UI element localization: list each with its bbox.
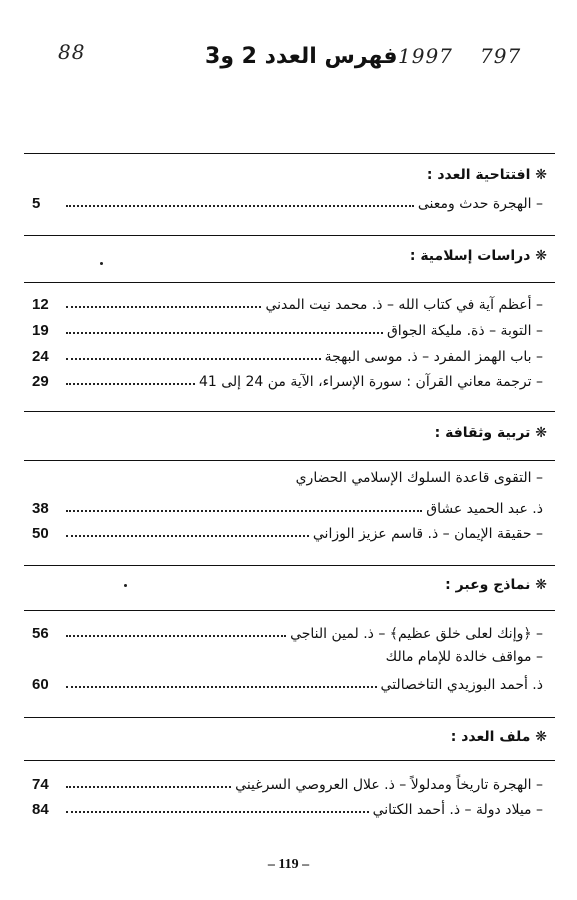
dot-leader — [66, 811, 369, 813]
section-divider — [24, 610, 555, 611]
toc-entry — [32, 317, 543, 339]
section-heading: ❋ نماذج وعبر : — [445, 577, 547, 593]
dot-leader — [66, 205, 414, 207]
section-divider — [24, 460, 555, 461]
entry-page: 50 — [32, 525, 49, 542]
entry-page: 29 — [32, 373, 49, 390]
entry-page: 19 — [32, 322, 49, 339]
toc-entry-text: – التقوى قاعدة السلوك الإسلامي الحضاري — [295, 470, 543, 486]
entry-text: – ميلاد دولة – ذ. أحمد الكتاني — [372, 802, 543, 818]
dot-leader — [66, 786, 231, 788]
dot-leader — [66, 635, 286, 637]
section-heading: ❋ تربية وثقافة : — [434, 425, 547, 441]
entry-page: 38 — [32, 500, 49, 517]
dot-leader — [66, 383, 195, 385]
print-speck — [100, 262, 103, 265]
toc-entry — [32, 368, 543, 390]
entry-text: – حقيقة الإيمان – ذ. قاسم عزيز الوزاني — [312, 526, 543, 542]
toc-entry — [32, 620, 543, 642]
entry-page: 84 — [32, 801, 49, 818]
entry-page: 12 — [32, 296, 49, 313]
section-divider — [24, 282, 555, 283]
section-heading: ❋ افتتاحية العدد : — [426, 167, 547, 183]
toc-entry — [32, 671, 543, 693]
page-title: فهرس العدد 2 و3 — [205, 44, 398, 69]
entry-page: 74 — [32, 776, 49, 793]
section-divider — [24, 760, 555, 761]
section-divider — [24, 717, 555, 718]
entry-text: – الهجرة تاريخاً ومدلولاً – ذ. علال العروصي السرغيني — [235, 777, 543, 793]
page-number: – 119 – — [267, 857, 310, 872]
dot-leader — [66, 535, 309, 537]
entry-text: – الهجرة حدث ومعنى — [417, 196, 543, 212]
entry-text: – التوبة – ذة. مليكة الجواق — [386, 323, 543, 339]
entry-page: 24 — [32, 348, 49, 365]
entry-text: – أعظم آية في كتاب الله – ذ. محمد نيت المدني — [265, 297, 543, 313]
toc-entry — [32, 291, 543, 313]
entry-text: ذ. أحمد البوزيدي التاخصالتي — [380, 677, 543, 693]
entry-text: – ﴿وإنك لعلى خلق عظيم﴾ – ذ. لمين الناجي — [290, 626, 543, 642]
section-divider — [24, 411, 555, 412]
section-heading: ❋ ملف العدد : — [450, 729, 547, 745]
entry-text: ذ. عبد الحميد عشاق — [426, 501, 543, 517]
dot-leader — [66, 510, 422, 512]
dot-leader — [66, 306, 261, 308]
toc-entry — [32, 343, 543, 365]
entry-text: – ترجمة معاني القرآن : سورة الإسراء، الآية من 24 إلى 41 — [198, 374, 543, 390]
handwritten-number: 797 — [480, 44, 522, 68]
section-divider — [24, 565, 555, 566]
section-heading: ❋ دراسات إسلامية : — [409, 248, 547, 264]
handwritten-page-ref: 88 — [58, 40, 86, 64]
dot-leader — [66, 332, 383, 334]
section-divider — [24, 235, 555, 236]
toc-entry — [32, 771, 543, 793]
entry-page: 60 — [32, 676, 49, 693]
toc-entry-text: – مواقف خالدة للإمام مالك — [385, 649, 543, 665]
dot-leader — [66, 358, 321, 360]
dot-leader — [66, 686, 377, 688]
entry-text: – باب الهمز المفرد – ذ. موسى البهجة — [324, 349, 543, 365]
entry-page: 56 — [32, 625, 49, 642]
entry-page: 5 — [32, 195, 41, 212]
toc-entry — [32, 796, 543, 818]
toc-entry — [32, 190, 543, 212]
section-divider — [24, 153, 555, 154]
toc-entry — [32, 495, 543, 517]
toc-entry — [32, 520, 543, 542]
print-speck — [124, 584, 127, 587]
handwritten-year: 1997 — [398, 44, 453, 68]
